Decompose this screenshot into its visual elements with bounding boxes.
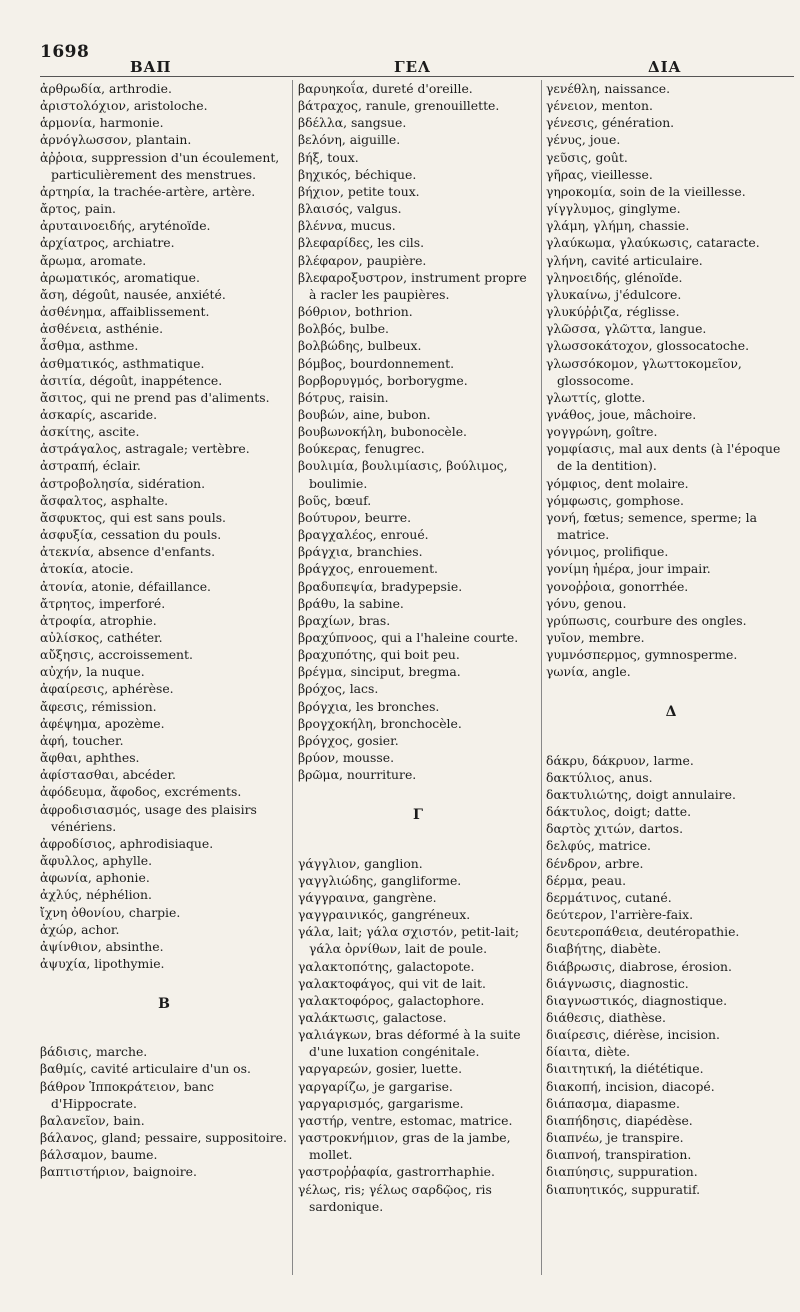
dictionary-entry: γαλάκτωσις, galactose. xyxy=(298,1009,447,1025)
dictionary-entry: ἀφέψημα, apozème. xyxy=(40,715,165,731)
dictionary-entry: διάπασμα, diapasme. xyxy=(546,1095,680,1111)
dictionary-entry: αὐχήν, la nuque. xyxy=(40,664,145,680)
dictionary-entry: βρύον, mousse. xyxy=(298,750,395,766)
dictionary-entry: ἀφαίρεσις, aphérèse. xyxy=(40,681,174,697)
dictionary-entry: ἴχνη ὀθονίου, charpie. xyxy=(40,904,181,920)
dictionary-entry: δαρτὸς χιτών, dartos. xyxy=(546,821,684,837)
dictionary-entry: βράθυ, la sabine. xyxy=(298,595,404,611)
dictionary-entry: ἀφίστασθαι, abcéder. xyxy=(40,767,176,783)
dictionary-entry: ἀχλύς, néphélion. xyxy=(40,887,152,903)
dictionary-entry: γαγγραινικός, gangréneux. xyxy=(298,907,471,923)
dictionary-entry: ἀτοκία, atocie. xyxy=(40,561,134,577)
dictionary-entry: γενέθλη, naissance. xyxy=(546,81,671,96)
dictionary-entry: βδέλλα, sangsue. xyxy=(298,115,407,131)
dictionary-entry: ἀρνόγλωσσον, plantain. xyxy=(40,132,192,148)
dictionary-entry: ἀφόδευμα, ἄφοδος, excréments. xyxy=(40,784,242,800)
section-letter: Δ xyxy=(665,704,677,721)
dictionary-entry: ἀτεκνία, absence d'enfants. xyxy=(40,544,216,560)
dictionary-entry: ἄσιτος, qui ne prend pas d'aliments. xyxy=(40,389,270,405)
dictionary-entry: ἀρτηρία, la trachée-artère, artère. xyxy=(40,183,256,199)
dictionary-entry: βήξ, toux. xyxy=(298,149,359,165)
dictionary-entry: γογγρώνη, goître. xyxy=(546,424,658,440)
dictionary-entry: βραδυπεψία, bradypepsie. xyxy=(298,578,463,594)
dictionary-entry: γαλακτοφόρος, galactophore. xyxy=(298,992,485,1008)
dictionary-entry: ἀσκίτης, ascite. xyxy=(40,424,140,440)
dictionary-entry: γαλιάγκων, bras déformé à la suite d'une luxation congénitale. xyxy=(298,1027,521,1060)
dictionary-entry: βούκερας, fenugrec. xyxy=(298,441,425,457)
dictionary-entry: βρογχοκήλη, bronchocèle. xyxy=(298,715,462,731)
dictionary-entry: ἀρχίατρος, archiatre. xyxy=(40,235,175,251)
dictionary-entry: βραχυπότης, qui boit peu. xyxy=(298,647,460,663)
dictionary-entry: βουβωνοκήλη, bubonocèle. xyxy=(298,424,467,440)
dictionary-entry: διάβρωσις, diabrose, érosion. xyxy=(546,958,732,974)
dictionary-entry: βραχύπνοος, qui a l'haleine courte. xyxy=(298,630,519,645)
column-left xyxy=(40,80,288,1181)
dictionary-entry: δάκρυ, δάκρυον, larme. xyxy=(546,752,694,768)
dictionary-entry: ἀφωνία, aphonie. xyxy=(40,870,150,886)
dictionary-entry: βάτραχος, ranule, grenouillette. xyxy=(298,98,500,114)
dictionary-entry: βρῶμα, nourriture. xyxy=(298,767,417,783)
dictionary-entry: γαστροκνήμιον, gras de la jambe, mollet. xyxy=(298,1130,511,1163)
dictionary-entry: γαργαρεών, gosier, luette. xyxy=(298,1061,463,1077)
dictionary-entry: ἀσιτία, dégoût, inappétence. xyxy=(40,372,223,388)
dictionary-entry: βρέγμα, sinciput, bregma. xyxy=(298,664,461,680)
dictionary-entry: ἀτονία, atonie, défaillance. xyxy=(40,578,212,594)
dictionary-entry: ἀσκαρίς, ascaride. xyxy=(40,406,158,422)
dictionary-entry: γαργαρίζω, je gargarise. xyxy=(298,1078,453,1094)
dictionary-entry: γάγγραινα, gangrène. xyxy=(298,889,437,905)
column-center xyxy=(298,80,538,1215)
dictionary-entry: διαγνωστικός, diagnostique. xyxy=(546,992,728,1008)
dictionary-entry: γλῶσσα, γλῶττα, langue. xyxy=(546,321,707,337)
dictionary-entry: γαλακτοφάγος, qui vit de lait. xyxy=(298,975,486,991)
running-header-center: ΓΕΛ xyxy=(394,58,431,76)
dictionary-entry: γλαύκωμα, γλαύκωσις, cataracte. xyxy=(546,235,760,251)
dictionary-entry: δευτεροπάθεια, deutéropathie. xyxy=(546,924,740,940)
dictionary-entry: γυῖον, membre. xyxy=(546,630,645,645)
dictionary-entry: βήχιον, petite toux. xyxy=(298,183,420,199)
dictionary-entry: γένειον, menton. xyxy=(546,98,653,114)
dictionary-entry: δάκτυλος, doigt; datte. xyxy=(546,804,692,820)
dictionary-entry: βράγχια, branchies. xyxy=(298,544,423,560)
dictionary-entry: ἄρτος, pain. xyxy=(40,201,116,217)
dictionary-entry: ἀτροφία, atrophie. xyxy=(40,612,157,628)
column-separator xyxy=(541,80,542,1275)
dictionary-entry: γλάμη, γλήμη, chassie. xyxy=(546,218,690,234)
dictionary-entry: ἄφεσις, rémission. xyxy=(40,698,157,714)
dictionary-entry: γαστροῤῥαφία, gastrorrhaphie. xyxy=(298,1164,495,1180)
dictionary-entry: βοῦς, bœuf. xyxy=(298,492,372,508)
dictionary-entry: ἀῤῥοια, suppression d'un écoulement, particulièrement des menstrues. xyxy=(40,149,280,182)
dictionary-entry: δερμάτινος, cutané. xyxy=(546,889,672,905)
dictionary-entry: βάλσαμον, baume. xyxy=(40,1147,158,1163)
dictionary-entry: διαβήτης, diabète. xyxy=(546,941,662,957)
dictionary-entry: ἁρμονία, harmonie. xyxy=(40,115,164,131)
dictionary-entry: ἀσφυξία, cessation du pouls. xyxy=(40,527,222,543)
dictionary-entry: βλέφαρον, paupière. xyxy=(298,252,427,268)
dictionary-entry: διαπνοή, transpiration. xyxy=(546,1147,692,1163)
dictionary-entry: ἄτρητος, imperforé. xyxy=(40,595,166,611)
dictionary-entry: γυμνόσπερμος, gymnosperme. xyxy=(546,647,738,663)
dictionary-entry: ἄσφυκτος, qui est sans pouls. xyxy=(40,509,226,525)
dictionary-entry: βρόχος, lacs. xyxy=(298,681,379,697)
dictionary-entry: διαπύησις, suppuration. xyxy=(546,1164,698,1180)
dictionary-entry: γάλα, lait; γάλα σχιστόν, petit-lait; γάλα ὀρνίθων, lait de poule. xyxy=(298,924,520,957)
section-letter: Γ xyxy=(413,807,423,824)
dictionary-entry: γαστήρ, ventre, estomac, matrice. xyxy=(298,1112,513,1128)
dictionary-entry: βλαισός, valgus. xyxy=(298,201,402,217)
dictionary-entry: ἀσθένεια, asthénie. xyxy=(40,321,164,337)
dictionary-entry: γαργαρισμός, gargarisme. xyxy=(298,1095,464,1111)
dictionary-entry: δέρμα, peau. xyxy=(546,872,627,888)
dictionary-entry: διαπυητικός, suppuratif. xyxy=(546,1181,701,1197)
dictionary-entry: βότρυς, raisin. xyxy=(298,389,389,405)
dictionary-entry: γένεσις, génération. xyxy=(546,115,675,131)
dictionary-entry: βάθρον Ἱπποκράτειον, banc d'Hippocrate. xyxy=(40,1078,214,1111)
dictionary-entry: ἀφή, toucher. xyxy=(40,732,124,748)
dictionary-entry: ἀψίνθιον, absinthe. xyxy=(40,938,164,954)
dictionary-entry: ἀρυταινοειδής, aryténoïde. xyxy=(40,218,211,234)
dictionary-entry: γρύπωσις, courbure des ongles. xyxy=(546,612,747,628)
dictionary-entry: βορβορυγμός, borborygme. xyxy=(298,372,468,388)
dictionary-entry: γλωσσόκομον, γλωττοκομεῖον, glossocome. xyxy=(546,355,742,388)
dictionary-entry: δένδρον, arbre. xyxy=(546,855,644,871)
dictionary-entry: γονή, fœtus; semence, sperme; la matrice. xyxy=(546,509,757,543)
dictionary-entry: δίαιτα, diète. xyxy=(546,1044,631,1060)
header-rule xyxy=(40,76,794,77)
dictionary-entry: γομφίασις, mal aux dents (à l'époque de la dentition). xyxy=(546,441,781,474)
dictionary-entry: δακτύλιος, anus. xyxy=(546,769,653,785)
dictionary-entry: βουλιμία, βουλιμίασις, βούλιμος, boulimie. xyxy=(298,458,508,491)
dictionary-entry: δεύτερον, l'arrière-faix. xyxy=(546,907,694,923)
dictionary-entry: διαπνέω, je transpire. xyxy=(546,1130,684,1146)
dictionary-entry: βράγχος, enrouement. xyxy=(298,561,438,577)
dictionary-entry: γονοῤῥοια, gonorrhée. xyxy=(546,578,689,594)
dictionary-entry: γονίμη ἡμέρα, jour impair. xyxy=(546,561,711,577)
dictionary-entry: βηχικός, béchique. xyxy=(298,166,417,182)
dictionary-entry: βαλανεῖον, bain. xyxy=(40,1112,145,1128)
dictionary-entry: δελφύς, matrice. xyxy=(546,838,651,854)
dictionary-entry: ἄση, dégoût, nausée, anxiété. xyxy=(40,286,226,302)
dictionary-entry: αὔξησις, accroissement. xyxy=(40,647,193,663)
dictionary-entry: ἀψυχία, lipothymie. xyxy=(40,955,165,971)
dictionary-entry: ἀφροδίσιος, aphrodisiaque. xyxy=(40,835,214,851)
dictionary-entry: διάθεσις, diathèse. xyxy=(546,1009,666,1025)
dictionary-entry: ἀρωματικός, aromatique. xyxy=(40,269,200,285)
dictionary-entry: ἄφυλλος, aphylle. xyxy=(40,853,153,869)
dictionary-entry: βάλανος, gland; pessaire, suppositoire. xyxy=(40,1130,287,1146)
dictionary-entry: ἀσθματικός, asthmatique. xyxy=(40,355,205,371)
dictionary-entry: γαγγλιώδης, gangliforme. xyxy=(298,872,462,888)
dictionary-entry: ἀχώρ, achor. xyxy=(40,921,120,937)
dictionary-entry: ἀσθένημα, affaiblissement. xyxy=(40,304,210,320)
dictionary-entry: διάγνωσις, diagnostic. xyxy=(546,975,689,991)
running-header-left: ΒΑΠ xyxy=(130,58,172,76)
dictionary-entry: διαπήδησις, diapédèse. xyxy=(546,1112,693,1128)
section-letter: Β xyxy=(158,996,170,1013)
page-number: 1698 xyxy=(40,42,90,62)
dictionary-entry: γόνυ, genou. xyxy=(546,595,627,611)
dictionary-entry: βρόγχος, gosier. xyxy=(298,732,399,748)
running-header-right: ΔΙΑ xyxy=(648,58,682,76)
dictionary-entry: γηροκομία, soin de la vieillesse. xyxy=(546,183,746,199)
dictionary-entry: βαπτιστήριον, baignoire. xyxy=(40,1164,197,1180)
dictionary-entry: διαίρεσις, diérèse, incision. xyxy=(546,1027,720,1043)
dictionary-entry: βολβός, bulbe. xyxy=(298,321,389,337)
dictionary-entry: βούτυρον, beurre. xyxy=(298,509,412,525)
dictionary-entry: γλωσσοκάτοχον, glossocatoche. xyxy=(546,338,750,354)
dictionary-entry: γληνοειδής, glénoïde. xyxy=(546,269,683,285)
dictionary-entry: βλεφαρίδες, les cils. xyxy=(298,235,425,251)
dictionary-entry: γόμφωσις, gomphose. xyxy=(546,492,684,508)
dictionary-entry: βουβών, aine, bubon. xyxy=(298,406,431,422)
dictionary-entry: διακοπή, incision, diacopé. xyxy=(546,1078,715,1094)
dictionary-entry: γῆρας, vieillesse. xyxy=(546,166,653,182)
dictionary-entry: γλωττίς, glotte. xyxy=(546,389,646,405)
dictionary-entry: γαλακτοπότης, galactopote. xyxy=(298,958,475,974)
dictionary-entry: γλήνη, cavité articulaire. xyxy=(546,252,703,268)
dictionary-entry: ἄσφαλτος, asphalte. xyxy=(40,492,169,508)
dictionary-entry: ἀστράγαλος, astragale; vertèbre. xyxy=(40,441,250,457)
dictionary-entry: βραγχαλέος, enroué. xyxy=(298,527,429,543)
dictionary-entry: ἄφθαι, aphthes. xyxy=(40,750,140,766)
dictionary-entry: γλυκαίνω, j'édulcore. xyxy=(546,286,682,302)
dictionary-entry: βαρυηκοΐα, dureté d'oreille. xyxy=(298,81,473,96)
dictionary-entry: ἀφροδισιασμός, usage des plaisirs vénériens. xyxy=(40,801,257,834)
dictionary-entry: βαθμίς, cavité articulaire d'un os. xyxy=(40,1061,251,1077)
dictionary-entry: βόθριον, bothrion. xyxy=(298,304,413,320)
dictionary-entry: ἆσθμα, asthme. xyxy=(40,338,139,354)
dictionary-entry: δακτυλιώτης, doigt annulaire. xyxy=(546,786,736,802)
dictionary-entry: γόνιμος, prolifique. xyxy=(546,544,669,560)
dictionary-entry: βόμβος, bourdonnement. xyxy=(298,355,455,371)
dictionary-entry: γνάθος, joue, mâchoire. xyxy=(546,406,697,422)
dictionary-entry: γεῦσις, goût. xyxy=(546,149,628,165)
dictionary-entry: γένυς, joue. xyxy=(546,132,621,148)
dictionary-entry: διαιτητική, la diététique. xyxy=(546,1061,704,1077)
dictionary-entry: βραχίων, bras. xyxy=(298,612,391,628)
dictionary-entry: γωνία, angle. xyxy=(546,664,631,680)
dictionary-entry: βλεφαροξυστρον, instrument propre à racler les paupières. xyxy=(298,269,527,302)
column-separator xyxy=(292,80,293,1275)
dictionary-entry: βολβώδης, bulbeux. xyxy=(298,338,422,354)
dictionary-entry: ἀριστολόχιον, aristoloche. xyxy=(40,98,208,114)
dictionary-entry: βάδισις, marche. xyxy=(40,1044,148,1060)
dictionary-entry: ἀστροβολησία, sidération. xyxy=(40,475,206,491)
dictionary-entry: ἄρωμα, aromate. xyxy=(40,252,147,268)
dictionary-entry: γέλως, ris; γέλως σαρδῷος, ris sardonique. xyxy=(298,1181,492,1214)
dictionary-entry: γίγγλυμος, ginglyme. xyxy=(546,201,681,217)
dictionary-entry: γάγγλιον, ganglion. xyxy=(298,855,423,871)
dictionary-entry: ἀρθρωδία, arthrodie. xyxy=(40,81,172,96)
dictionary-entry: αὐλίσκος, cathéter. xyxy=(40,630,163,645)
dictionary-entry: γόμφιος, dent molaire. xyxy=(546,475,689,491)
dictionary-entry: ἀστραπή, éclair. xyxy=(40,458,141,474)
dictionary-entry: γλυκύῤῥιζα, réglisse. xyxy=(546,304,680,320)
dictionary-entry: βελόνη, aiguille. xyxy=(298,132,401,148)
dictionary-entry: βλέννα, mucus. xyxy=(298,218,396,234)
dictionary-entry: βρόγχια, les bronches. xyxy=(298,698,440,714)
column-right xyxy=(546,80,796,1198)
